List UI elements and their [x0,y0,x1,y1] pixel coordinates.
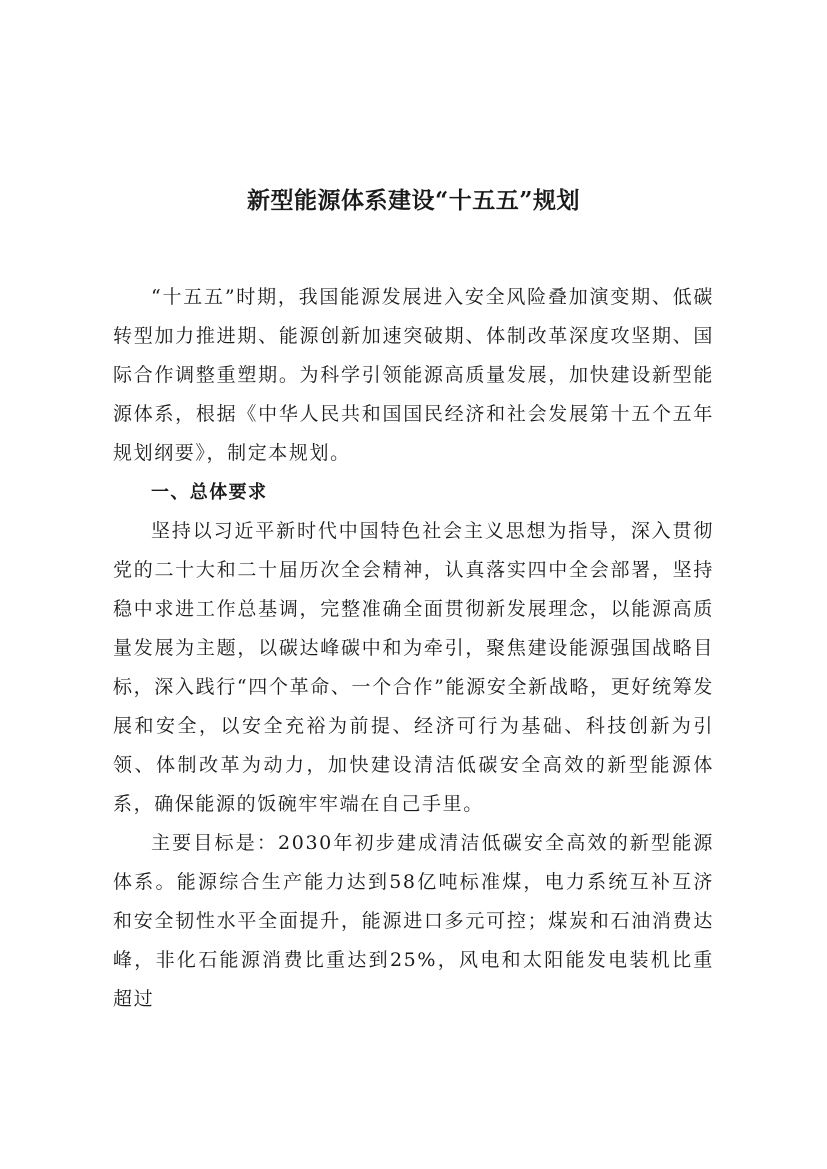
main-targets-paragraph: 主要目标是：2030年初步建成清洁低碳安全高效的新型能源体系。能源综合生产能力达到58亿吨标准煤，电力系统互补互济和安全韧性水平全面提升，能源进口多元可控；煤炭和石油消费达峰，非化石能源消费比重达到25%，风电和太阳能发电装机比重超过 [113,832,714,1010]
document-body [113,278,714,1019]
intro-paragraph: “十五五”时期，我国能源发展进入安全风险叠加演变期、低碳转型加力推进期、能源创新加速突破期、体制改革深度攻坚期、国际合作调整重塑期。为科学引领能源高质量发展，加快建设新型能源体系，根据《中华人民共和国国民经济和社会发展第十五个五年规划纲要》，制定本规划。 [113,286,714,464]
guiding-principles-paragraph: 坚持以习近平新时代中国特色社会主义思想为指导，深入贯彻党的二十大和二十届历次全会精神，认真落实四中全会部署，坚持稳中求进工作总基调，完整准确全面贯彻新发展理念，以能源高质量发展为主题，以碳达峰碳中和为牵引，聚焦建设能源强国战略目标，深入践行“四个革命、一个合作”能源安全新战略，更好统筹发展和安全，以安全充裕为前提、经济可行为基础、科技创新为引领、体制改革为动力，加快建设清洁低碳安全高效的新型能源体系，确保能源的饭碗牢牢端在自己手里。 [113,520,714,815]
document-title: 新型能源体系建设“十五五”规划 [247,187,580,214]
section-heading-general-requirements: 一、总体要求 [151,482,268,503]
